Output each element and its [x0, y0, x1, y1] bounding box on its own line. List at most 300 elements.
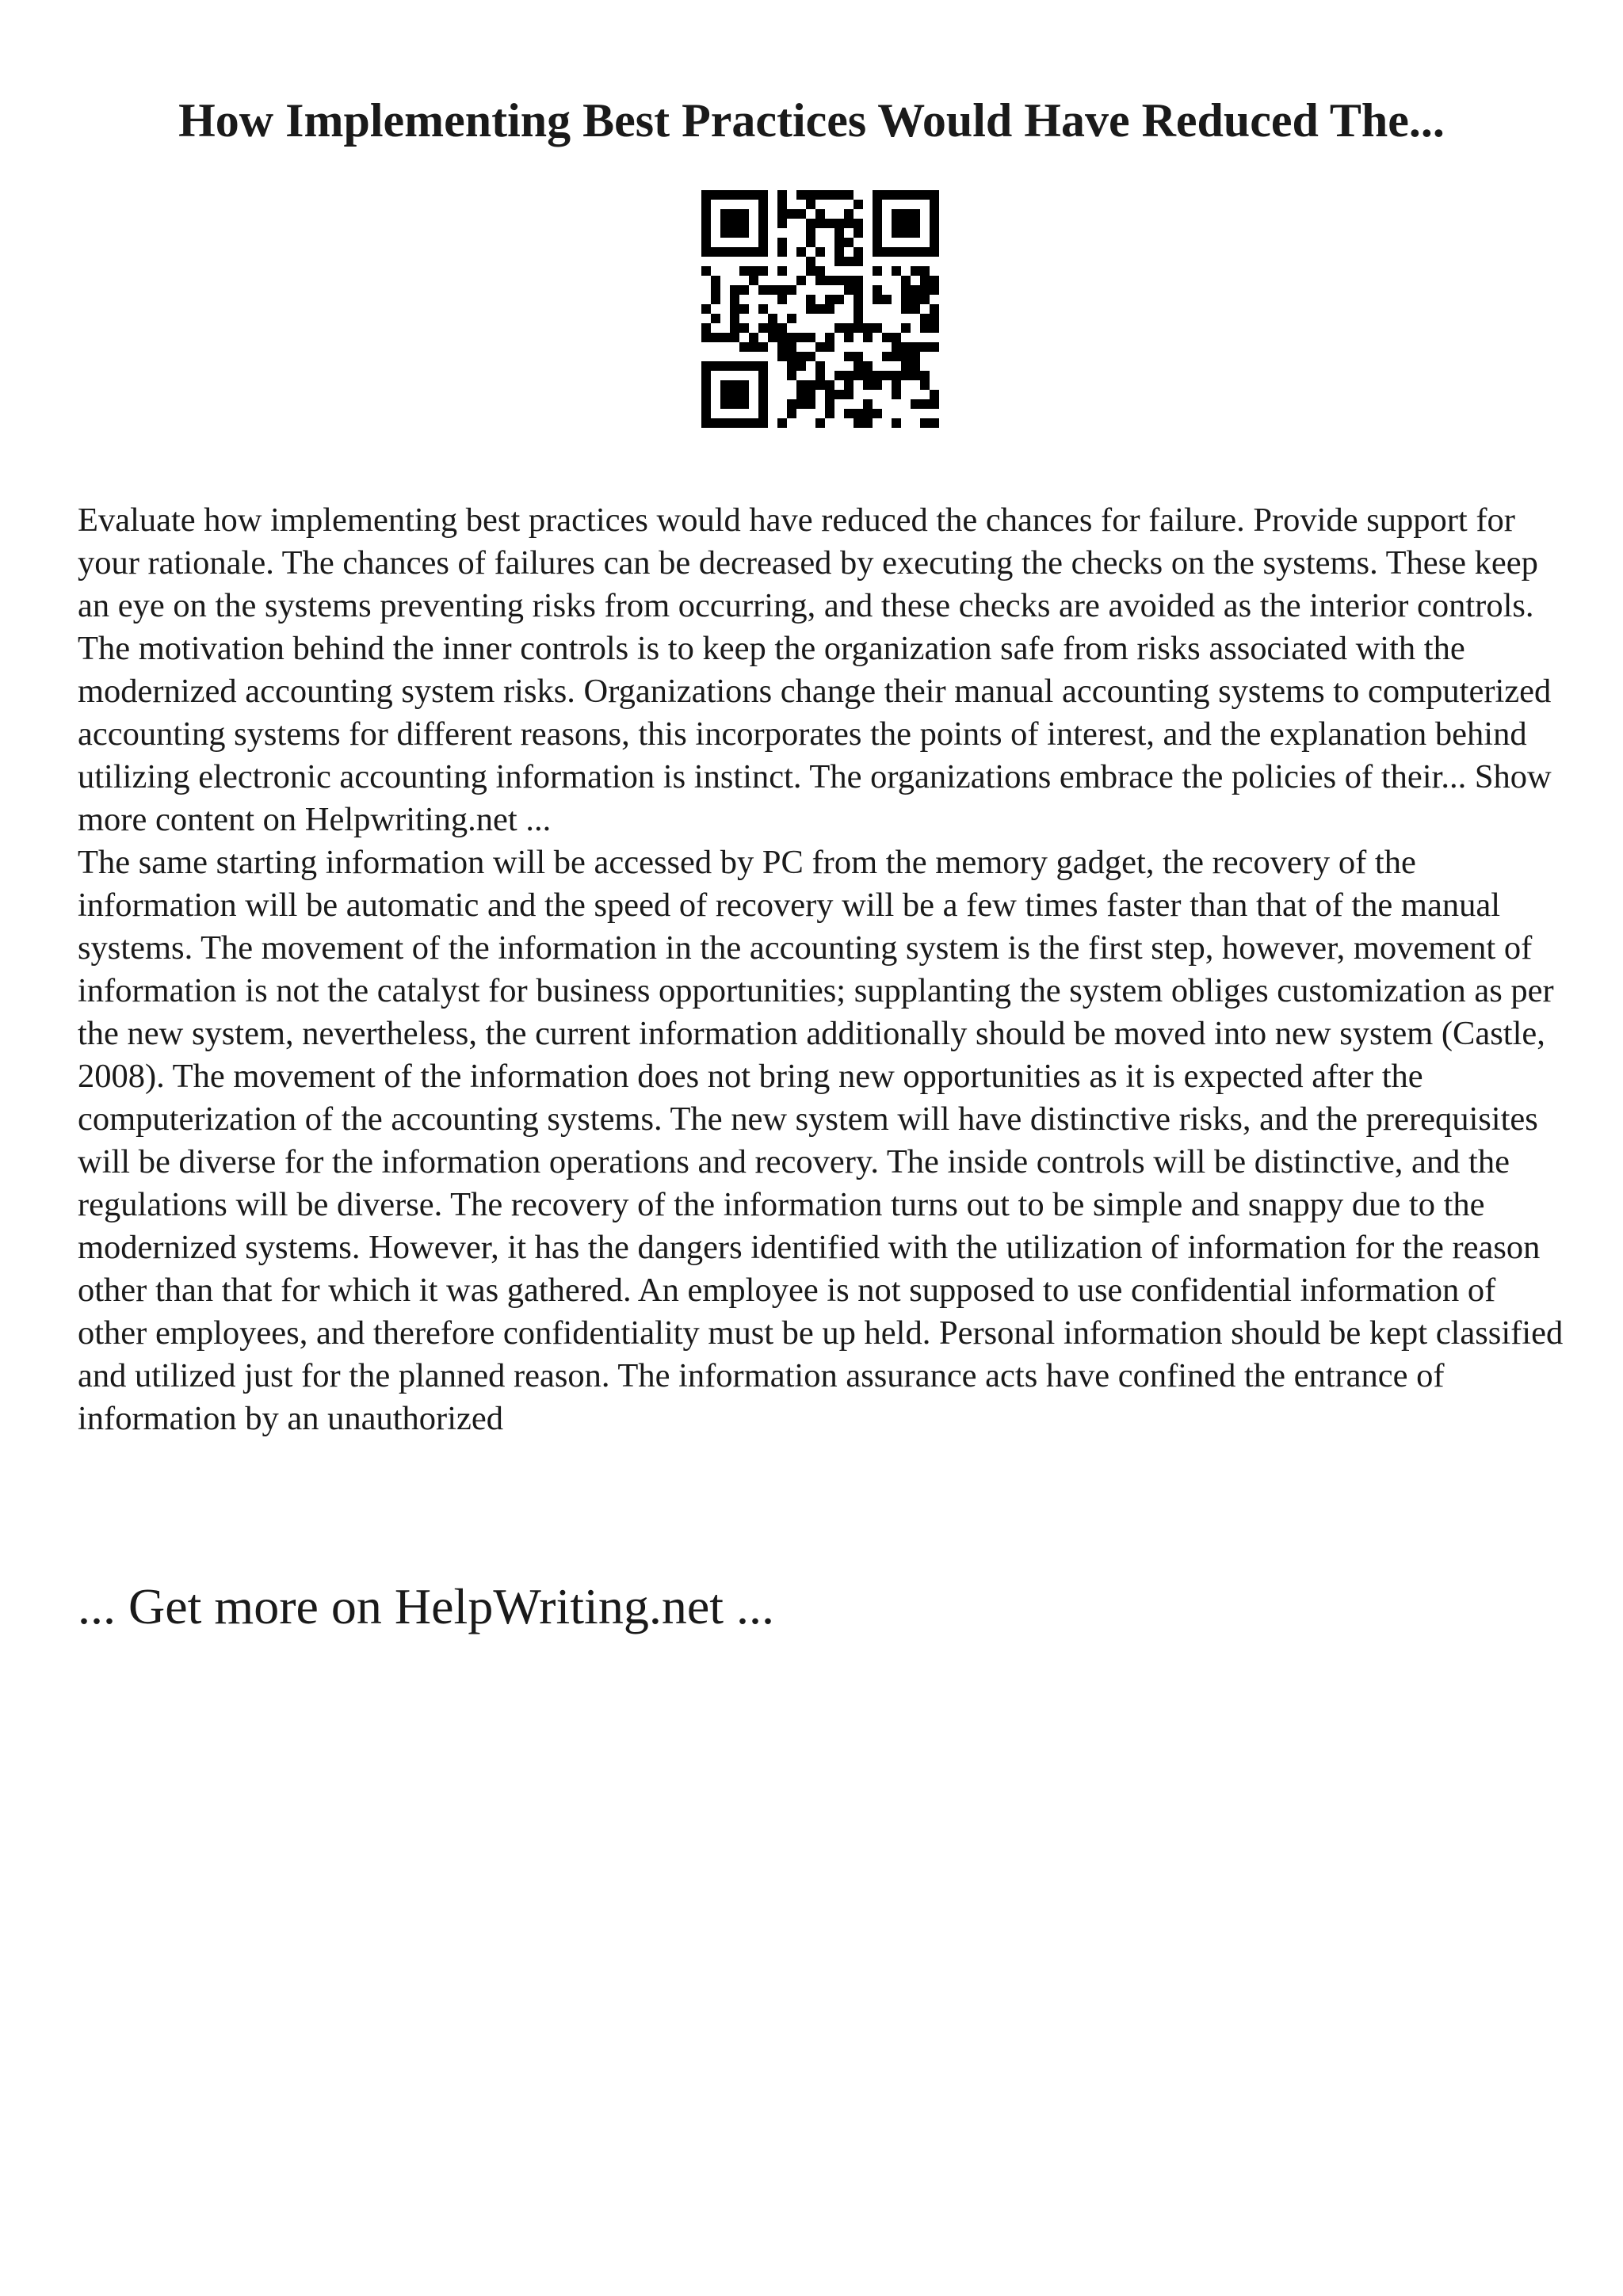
qr-module [739, 190, 749, 200]
qr-code-icon [701, 190, 939, 428]
qr-module [796, 333, 806, 342]
qr-module [701, 361, 711, 371]
qr-module [796, 247, 806, 257]
qr-module [920, 418, 930, 428]
qr-module [787, 352, 796, 361]
qr-module [854, 285, 863, 295]
qr-module [930, 209, 939, 219]
qr-module [873, 285, 882, 295]
qr-module [920, 399, 930, 409]
qr-module [806, 219, 815, 228]
qr-module [720, 418, 730, 428]
qr-module [730, 285, 739, 295]
qr-module [701, 371, 711, 380]
qr-module [701, 390, 711, 399]
qr-module [844, 276, 854, 285]
qr-module [777, 295, 787, 304]
qr-module [854, 371, 863, 380]
qr-module [930, 418, 939, 428]
qr-module [863, 371, 873, 380]
qr-module [844, 390, 854, 399]
qr-module [901, 361, 911, 371]
qr-module [787, 409, 796, 418]
qr-module [796, 399, 806, 409]
qr-module [739, 247, 749, 257]
document-body [78, 499, 1568, 1440]
qr-module [806, 295, 815, 304]
qr-module [730, 380, 739, 390]
qr-module [730, 323, 739, 333]
qr-module [701, 304, 711, 314]
qr-module [730, 361, 739, 371]
qr-module [854, 247, 863, 257]
qr-module [854, 418, 863, 428]
qr-module [749, 333, 758, 342]
qr-module [844, 257, 854, 266]
qr-module [815, 418, 825, 428]
qr-module [787, 399, 796, 409]
qr-module [777, 323, 787, 333]
qr-module [882, 247, 892, 257]
qr-module [720, 390, 730, 399]
qr-module [739, 266, 749, 276]
qr-module [892, 209, 901, 219]
qr-module [920, 190, 930, 200]
qr-module [930, 342, 939, 352]
qr-module [720, 380, 730, 390]
qr-module [873, 409, 882, 418]
qr-module [720, 333, 730, 342]
qr-module [844, 219, 854, 228]
qr-module [796, 190, 806, 200]
qr-module [854, 409, 863, 418]
qr-module [749, 266, 758, 276]
qr-module [787, 361, 796, 371]
qr-module [815, 361, 825, 371]
qr-module [892, 228, 901, 238]
qr-module [911, 219, 920, 228]
qr-module [768, 323, 777, 333]
qr-module [873, 380, 882, 390]
qr-module [806, 333, 815, 342]
qr-module [758, 361, 768, 371]
qr-module [920, 295, 930, 304]
qr-module [758, 219, 768, 228]
get-more-link[interactable]: ... Get more on HelpWriting.net ... [78, 1578, 774, 1634]
qr-module [825, 295, 834, 304]
qr-module [854, 200, 863, 209]
qr-module [863, 361, 873, 371]
qr-module [749, 190, 758, 200]
qr-module [739, 304, 749, 314]
qr-module [777, 342, 787, 352]
qr-module [844, 333, 854, 342]
qr-module [701, 238, 711, 247]
qr-module [777, 200, 787, 209]
qr-module [901, 247, 911, 257]
qr-module [901, 352, 911, 361]
qr-module [758, 323, 768, 333]
qr-module [844, 409, 854, 418]
qr-module [901, 304, 911, 314]
qr-module [882, 190, 892, 200]
qr-module [739, 418, 749, 428]
qr-module [920, 371, 930, 380]
qr-module [777, 247, 787, 257]
qr-module [911, 190, 920, 200]
qr-module [730, 399, 739, 409]
qr-module [720, 247, 730, 257]
qr-module [911, 361, 920, 371]
qr-module [806, 238, 815, 247]
qr-module [892, 190, 901, 200]
qr-module [834, 219, 844, 228]
qr-module [806, 390, 815, 399]
qr-module [701, 209, 711, 219]
qr-module [777, 209, 787, 219]
qr-module [711, 333, 720, 342]
qr-module [720, 209, 730, 219]
qr-module [711, 295, 720, 304]
qr-module [863, 380, 873, 390]
qr-module [892, 390, 901, 399]
qr-module [930, 399, 939, 409]
qr-module [787, 314, 796, 323]
qr-module [739, 228, 749, 238]
qr-module [815, 266, 825, 276]
qr-module [720, 228, 730, 238]
qr-module [920, 266, 930, 276]
qr-module [768, 333, 777, 342]
qr-module [911, 285, 920, 295]
qr-module [911, 304, 920, 314]
qr-module [873, 200, 882, 209]
qr-module [930, 190, 939, 200]
qr-module [892, 352, 901, 361]
qr-module [854, 276, 863, 285]
qr-module [796, 352, 806, 361]
qr-module [834, 247, 844, 257]
qr-module [701, 190, 711, 200]
qr-module [758, 200, 768, 209]
qr-module [815, 219, 825, 228]
qr-module [854, 228, 863, 238]
qr-module [834, 238, 844, 247]
qr-module [892, 266, 901, 276]
qr-module [844, 238, 854, 247]
qr-module [825, 380, 834, 390]
qr-module [758, 418, 768, 428]
qr-module [730, 247, 739, 257]
qr-module [882, 371, 892, 380]
qr-module [901, 285, 911, 295]
qr-module [815, 380, 825, 390]
qr-module [758, 238, 768, 247]
qr-module [815, 190, 825, 200]
qr-module [911, 342, 920, 352]
qr-module [701, 219, 711, 228]
qr-module [806, 228, 815, 238]
qr-module [758, 399, 768, 409]
qr-module [892, 371, 901, 380]
qr-module [787, 371, 796, 380]
qr-module [768, 314, 777, 323]
qr-module [901, 276, 911, 285]
qr-module [930, 238, 939, 247]
qr-module [815, 342, 825, 352]
qr-module [930, 276, 939, 285]
qr-module [825, 399, 834, 409]
qr-module [834, 371, 844, 380]
qr-module [911, 399, 920, 409]
qr-module [815, 209, 825, 219]
qr-module [749, 342, 758, 352]
qr-module [711, 190, 720, 200]
qr-module [873, 371, 882, 380]
qr-module [863, 333, 873, 342]
qr-module [892, 342, 901, 352]
qr-module [796, 390, 806, 399]
qr-module [806, 190, 815, 200]
qr-module [930, 314, 939, 323]
qr-module [758, 390, 768, 399]
qr-module [730, 418, 739, 428]
qr-module [863, 399, 873, 409]
qr-module [854, 295, 863, 304]
qr-module [730, 333, 739, 342]
qr-module [844, 380, 854, 390]
qr-module [711, 276, 720, 285]
qr-module [911, 266, 920, 276]
qr-module [806, 352, 815, 361]
qr-module [901, 371, 911, 380]
qr-module [768, 285, 777, 295]
qr-module [701, 266, 711, 276]
qr-module [730, 228, 739, 238]
qr-module [815, 304, 825, 314]
qr-module [873, 190, 882, 200]
qr-module [901, 342, 911, 352]
qr-module [834, 295, 844, 304]
qr-module [930, 390, 939, 399]
qr-module [758, 247, 768, 257]
qr-module [863, 323, 873, 333]
qr-module [749, 418, 758, 428]
qr-module [777, 333, 787, 342]
qr-module [730, 314, 739, 323]
qr-module [777, 266, 787, 276]
qr-module [815, 276, 825, 285]
qr-module [711, 285, 720, 295]
qr-module [777, 190, 787, 200]
qr-module [758, 409, 768, 418]
qr-module [911, 295, 920, 304]
qr-module [892, 333, 901, 342]
qr-module [796, 380, 806, 390]
qr-module [854, 361, 863, 371]
qr-module [834, 257, 844, 266]
qr-module [844, 371, 854, 380]
qr-module [730, 295, 739, 304]
qr-module [825, 333, 834, 342]
qr-module [701, 333, 711, 342]
qr-module [758, 304, 768, 314]
qr-module [854, 323, 863, 333]
qr-module [749, 276, 758, 285]
qr-module [844, 285, 854, 295]
qr-module [854, 257, 863, 266]
qr-module [806, 257, 815, 266]
qr-module [863, 409, 873, 418]
paragraph: The same starting information will be accessed by PC from the memory gadget, the recovery of the information will be automatic and the speed of recovery will be a few times faster than that of the manual systems. The movement of the information in the accounting system is the first step, however, movement of information is not the catalyst for business opportunities; supplanting the system obliges customization as per the new system, nevertheless, the current information additionally should be moved into new system (Castle, 2008). The movement of the information does not bring new opportunities as it is expected after the computerization of the accounting systems. The new system will have distinctive risks, and the prerequisites will be diverse for the information operations and recovery. The inside controls will be distinctive, and the regulations will be diverse. The recovery of the information turns out to be simple and snappy due to the modernized systems. However, it has the dangers identified with the utilization of information for the reason other than that for which it was gathered. An employee is not supposed to use confidential information of other employees, and therefore confidentiality must be up held. Personal information should be kept classified and utilized just for the planned reason. The information assurance acts have confined the entrance of information by an unauthorized [78, 844, 1564, 1437]
qr-module [854, 304, 863, 314]
qr-module [825, 342, 834, 352]
qr-module [701, 380, 711, 390]
qr-module [825, 390, 834, 399]
qr-module [730, 219, 739, 228]
qr-module [730, 209, 739, 219]
qr-module [844, 190, 854, 200]
qr-module [911, 209, 920, 219]
qr-module [758, 371, 768, 380]
qr-module [930, 228, 939, 238]
qr-module [739, 285, 749, 295]
qr-module [701, 228, 711, 238]
qr-module [854, 352, 863, 361]
qr-module [701, 323, 711, 333]
qr-module [815, 371, 825, 380]
qr-module [901, 209, 911, 219]
qr-module [806, 200, 815, 209]
qr-module [739, 209, 749, 219]
qr-module [901, 228, 911, 238]
qr-module [825, 219, 834, 228]
qr-module [873, 266, 882, 276]
qr-module [901, 219, 911, 228]
qr-module [806, 380, 815, 390]
qr-module [730, 304, 739, 314]
qr-module [901, 190, 911, 200]
qr-module [901, 323, 911, 333]
qr-module [920, 247, 930, 257]
qr-module [825, 190, 834, 200]
qr-module [892, 247, 901, 257]
qr-module [920, 323, 930, 333]
qr-module [711, 314, 720, 323]
qr-module [834, 276, 844, 285]
qr-module [720, 219, 730, 228]
qr-module [920, 380, 930, 390]
qr-module [720, 399, 730, 409]
qr-module [701, 200, 711, 209]
qr-module [882, 352, 892, 361]
qr-module [844, 323, 854, 333]
qr-module [787, 285, 796, 295]
qr-module [882, 333, 892, 342]
qr-module [911, 247, 920, 257]
qr-module [787, 209, 796, 219]
qr-module [758, 342, 768, 352]
qr-module [777, 352, 787, 361]
qr-module [701, 399, 711, 409]
qr-module [930, 285, 939, 295]
qr-module [758, 228, 768, 238]
qr-module [739, 390, 749, 399]
qr-module [930, 323, 939, 333]
qr-module [777, 219, 787, 228]
qr-module [730, 390, 739, 399]
qr-module [806, 304, 815, 314]
qr-module [930, 247, 939, 257]
qr-module [930, 304, 939, 314]
qr-module [787, 333, 796, 342]
qr-module [873, 219, 882, 228]
qr-module [749, 361, 758, 371]
qr-module [739, 323, 749, 333]
qr-module [720, 361, 730, 371]
qr-module [911, 371, 920, 380]
qr-module [911, 228, 920, 238]
qr-module [777, 418, 787, 428]
qr-module [739, 399, 749, 409]
qr-module [854, 314, 863, 323]
qr-module [873, 323, 882, 333]
qr-module [873, 228, 882, 238]
qr-module [796, 276, 806, 285]
qr-module [711, 247, 720, 257]
qr-module [873, 238, 882, 247]
qr-module [920, 314, 930, 323]
qr-module [758, 285, 768, 295]
qr-module [739, 361, 749, 371]
qr-module [815, 247, 825, 257]
qr-module [873, 209, 882, 219]
qr-module [920, 285, 930, 295]
qr-module [701, 409, 711, 418]
qr-module [758, 266, 768, 276]
qr-module [920, 276, 930, 285]
qr-module [892, 219, 901, 228]
qr-module [882, 295, 892, 304]
qr-module [701, 418, 711, 428]
qr-module [739, 342, 749, 352]
paragraph: Evaluate how implementing best practices would have reduced the chances for failure. Provide support for your rationale. The chances of failures can be decreased by executing the checks on the systems. These keep an eye on the systems preventing risks from occurring, and these checks are avoided as the interior controls. The motivation behind the inner controls is to keep the organization safe from risks associated with the modernized accounting system risks. Organizations change their manual accounting systems to computerized accounting systems for different reasons, this incorporates the points of interest, and the explanation behind utilizing electronic accounting information is instinct. The organizations embrace the policies of their... Show more content on Helpwriting.net ... [78, 502, 1552, 838]
qr-module [825, 304, 834, 314]
qr-module [901, 295, 911, 304]
qr-module [806, 399, 815, 409]
qr-module [844, 352, 854, 361]
qr-module [720, 190, 730, 200]
qr-module [854, 219, 863, 228]
qr-module [930, 200, 939, 209]
qr-module [701, 247, 711, 257]
qr-module [730, 190, 739, 200]
qr-module [739, 219, 749, 228]
qr-module [777, 238, 787, 247]
qr-module [825, 276, 834, 285]
qr-module [911, 352, 920, 361]
qr-module [834, 190, 844, 200]
qr-module [930, 219, 939, 228]
qr-module [873, 247, 882, 257]
qr-module [825, 409, 834, 418]
qr-module [873, 295, 882, 304]
qr-module [777, 285, 787, 295]
qr-module [711, 418, 720, 428]
qr-module [863, 418, 873, 428]
qr-module [834, 323, 844, 333]
qr-module [834, 390, 844, 399]
